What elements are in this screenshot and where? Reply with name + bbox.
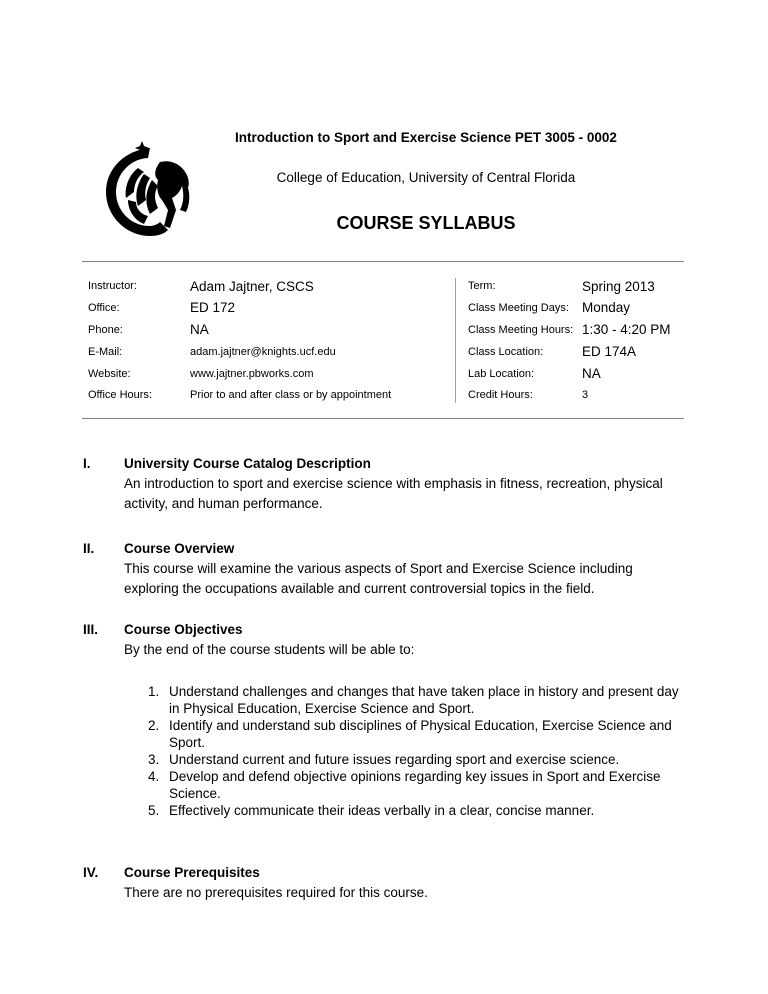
credit-hours-label: Credit Hours: [468, 389, 533, 401]
section-title: Course Objectives [124, 622, 243, 637]
lab-location-label: Lab Location: [468, 368, 535, 380]
office-hours-label: Office Hours: [88, 389, 152, 401]
email-label: E-Mail: [88, 346, 123, 358]
section-text: By the end of the course students will be able to: [124, 642, 415, 657]
list-number: 2. [148, 718, 160, 733]
list-text: Effectively communicate their ideas verbally in a clear, concise manner. [169, 803, 595, 818]
class-location-label: Class Location: [468, 346, 544, 358]
class-location-value: ED 174A [582, 344, 637, 359]
office-hours-value: Prior to and after class or by appointment [190, 389, 392, 401]
list-text: Identify and understand sub disciplines of Physical Education, Exercise Science and Sport. [169, 718, 672, 750]
list-number: 1. [148, 684, 160, 699]
meeting-days-value: Monday [582, 300, 631, 315]
top-divider [82, 261, 684, 262]
objectives-list [148, 683, 688, 819]
term-value: Spring 2013 [582, 279, 655, 294]
instructor-label: Instructor: [88, 280, 137, 292]
meeting-hours-label: Class Meeting Hours: [468, 324, 574, 336]
college-name: College of Education, University of Central Florida [276, 170, 576, 185]
list-number: 3. [148, 752, 160, 767]
email-value: adam.jajtner@knights.ucf.edu [190, 346, 336, 358]
section-text: This course will examine the various aspects of Sport and Exercise Science including exploring the occupations available and current controversial topics in the field. [124, 561, 633, 596]
list-text: Understand challenges and changes that have taken place in history and present day in Physical Education, Exercise Science and Sport. [169, 684, 679, 716]
list-item [148, 717, 688, 751]
section-number: IV. [83, 865, 99, 880]
meeting-days-label: Class Meeting Days: [468, 302, 569, 314]
list-text: Develop and defend objective opinions regarding key issues in Sport and Exercise Science. [169, 769, 661, 801]
section-number: II. [83, 541, 95, 556]
office-label: Office: [88, 302, 120, 314]
section-title: University Course Catalog Description [124, 456, 371, 471]
lab-location-value: NA [582, 366, 601, 381]
credit-hours-value: 3 [582, 389, 589, 401]
phone-value: NA [190, 322, 209, 337]
instructor-value: Adam Jajtner, CSCS [190, 279, 314, 294]
list-item [148, 768, 688, 802]
list-item [148, 802, 688, 819]
section-text: An introduction to sport and exercise science with emphasis in fitness, recreation, physical activity, and human performance. [124, 476, 663, 511]
section-number: III. [83, 622, 99, 637]
website-label: Website: [88, 368, 131, 380]
column-divider [455, 278, 456, 403]
section-title: Course Prerequisites [124, 865, 260, 880]
document-title: COURSE SYLLABUS [336, 213, 516, 233]
section-title: Course Overview [124, 541, 235, 556]
list-number: 4. [148, 769, 160, 784]
list-item [148, 683, 688, 717]
meeting-hours-value: 1:30 - 4:20 PM [582, 322, 671, 337]
phone-label: Phone: [88, 324, 123, 336]
website-value: www.jajtner.pbworks.com [190, 368, 314, 380]
list-item [148, 751, 688, 768]
term-label: Term: [468, 280, 496, 292]
list-text: Understand current and future issues regarding sport and exercise science. [169, 752, 620, 767]
office-value: ED 172 [190, 300, 236, 315]
section-text: There are no prerequisites required for this course. [124, 885, 428, 900]
course-title: Introduction to Sport and Exercise Science PET 3005 - 0002 [235, 130, 617, 145]
bottom-divider [82, 418, 684, 419]
section-number: I. [83, 456, 91, 471]
list-number: 5. [148, 803, 160, 818]
